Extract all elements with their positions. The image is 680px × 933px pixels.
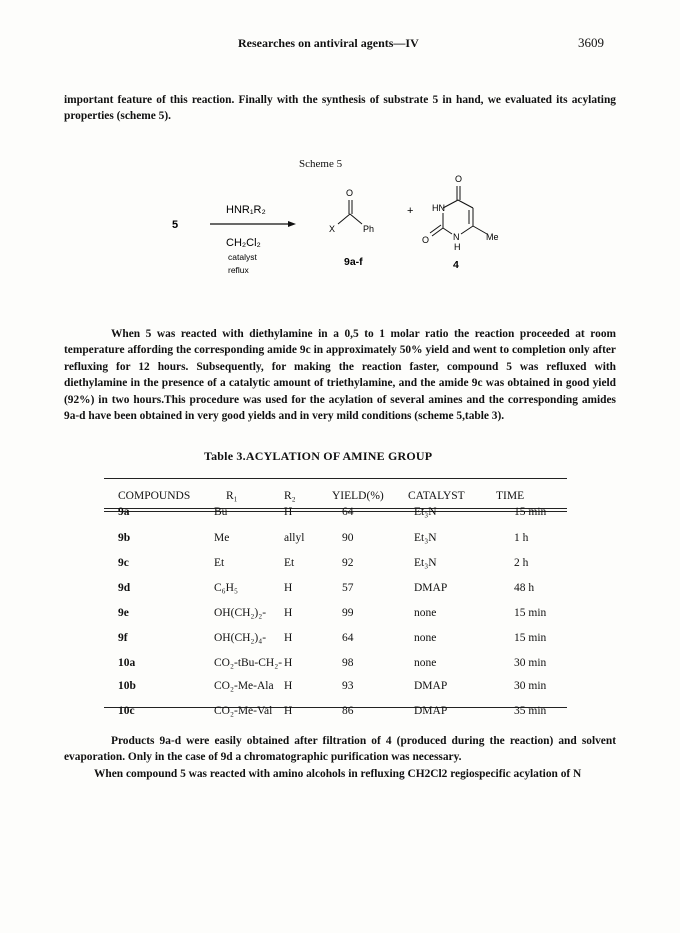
table-cell-r1: Me xyxy=(214,532,230,544)
table-cell-r2: H xyxy=(284,705,293,717)
paragraph-line: When compound 5 was reacted with amino alcohols in refluxing CH2Cl2 regiospecific acylation of N xyxy=(94,767,582,780)
table-cell-catalyst: DMAP xyxy=(414,705,448,717)
table-header-compound: COMPOUNDS xyxy=(118,490,191,502)
atom-o: O xyxy=(455,174,463,184)
table-cell-r1: C₆H₅ xyxy=(214,582,238,594)
table-cell-catalyst: none xyxy=(414,607,437,619)
table-cell-compound: 9d xyxy=(118,582,131,594)
scheme-title: Scheme 5 xyxy=(299,158,343,170)
table-cell-yield: 92 xyxy=(342,557,354,569)
reactant-label: 5 xyxy=(172,219,179,231)
table-cell-r2: H xyxy=(284,657,293,669)
table-cell-time: 30 min xyxy=(514,680,547,692)
table-cell-time: 15 min xyxy=(514,506,547,518)
product2-label: 4 xyxy=(453,259,459,271)
paragraph-line: 9a-d have been obtained in very good yields and in very mild conditions (scheme 5,table 3). xyxy=(64,410,505,423)
table-header-r2: R₂ xyxy=(284,490,296,502)
atom-ph: Ph xyxy=(363,224,375,234)
table-cell-catalyst: Et₃N xyxy=(414,557,437,569)
paragraph-line: diethylamine in the presence of a catalytic amount of triethylamine, and the amide 9c was obtained in good yield xyxy=(64,377,616,390)
table-cell-r1: CO₂-tBu-CH₂- xyxy=(214,657,283,669)
table-cell-compound: 9a xyxy=(118,506,130,518)
table-cell-r1: Bu xyxy=(214,506,228,518)
table-cell-compound: 9b xyxy=(118,532,131,544)
reagent-solvent: CH₂Cl₂ xyxy=(226,237,261,249)
table-cell-compound: 10b xyxy=(118,680,136,692)
atom-me: Me xyxy=(486,232,499,242)
table-cell-yield: 93 xyxy=(342,680,354,692)
arrow-head xyxy=(288,221,296,227)
paragraph-line: Products 9a-d were easily obtained after filtration of 4 (produced during the reaction) and solvent xyxy=(111,735,616,747)
paragraph-line: properties (scheme 5). xyxy=(64,110,172,123)
table-cell-time: 30 min xyxy=(514,657,547,669)
table-cell-yield: 64 xyxy=(342,632,354,644)
atom-h: H xyxy=(454,242,461,252)
table-cell-compound: 10c xyxy=(118,705,135,717)
table-cell-r1: CO₂-Me-Ala xyxy=(214,680,274,692)
table-cell-r2: H xyxy=(284,582,293,594)
atom-hn: HN xyxy=(432,203,445,213)
table-cell-yield: 64 xyxy=(342,506,354,518)
table-cell-yield: 99 xyxy=(342,607,354,619)
table-cell-time: 35 min xyxy=(514,705,547,717)
table-cell-compound: 9c xyxy=(118,557,129,569)
plus-sign: + xyxy=(407,205,414,217)
reagent-condition: reflux xyxy=(228,265,249,275)
table-cell-r2: Et xyxy=(284,557,295,569)
running-header xyxy=(0,33,680,53)
table-caption: Table 3.ACYLATION OF AMINE GROUP xyxy=(204,449,433,463)
table-cell-catalyst: none xyxy=(414,657,437,669)
table-header-yield: YIELD(%) xyxy=(332,490,384,502)
paragraph-intro xyxy=(64,92,616,125)
acylation-table xyxy=(104,478,567,717)
product-uracil-structure xyxy=(422,174,499,252)
table-cell-compound: 9f xyxy=(118,632,128,644)
product-amide-structure xyxy=(329,188,374,234)
table-cell-yield: 57 xyxy=(342,582,354,594)
paragraph-line: When 5 was reacted with diethylamine in a 0,5 to 1 molar ratio the reaction proceeded at room xyxy=(111,328,616,340)
table-header-r1: R₁ xyxy=(226,490,238,502)
atom-o: O xyxy=(346,188,354,198)
table-cell-catalyst: DMAP xyxy=(414,582,448,594)
paragraph-results xyxy=(64,326,616,424)
table-cell-yield: 90 xyxy=(342,532,354,544)
table-cell-catalyst: Et₃N xyxy=(414,532,437,544)
atom-x: X xyxy=(329,224,336,234)
table-cell-yield: 98 xyxy=(342,657,354,669)
table-cell-compound: 9e xyxy=(118,607,129,619)
table-cell-r1: CO₂-Me-Val xyxy=(214,705,273,717)
paragraph-line: temperature affording the corresponding amide 9c in approximately 50% yield and went to completion only after xyxy=(64,344,616,357)
paragraph-products xyxy=(64,733,616,782)
table-cell-catalyst: none xyxy=(414,632,437,644)
reaction-scheme xyxy=(160,168,540,286)
table-cell-time: 15 min xyxy=(514,607,547,619)
table-cell-yield: 86 xyxy=(342,705,354,717)
table-cell-catalyst: DMAP xyxy=(414,680,448,692)
paragraph-line: (92%) in two hours.This procedure was used for the acylation of several amines and the corresponding amides xyxy=(64,393,616,406)
reagent-catalyst: catalyst xyxy=(228,252,257,262)
table-cell-time: 2 h xyxy=(514,557,529,569)
atom-o-2: O xyxy=(422,235,430,245)
table-cell-r2: H xyxy=(284,607,293,619)
running-title: Researches on antiviral agents—IV xyxy=(238,36,419,50)
page-number: 3609 xyxy=(578,35,604,50)
table-cell-catalyst: Et₃N xyxy=(414,506,437,518)
paragraph-line: refluxing for 12 hours. Subsequently, for making the reaction faster, compound 5 was refluxed with xyxy=(64,360,616,373)
table-cell-r2: allyl xyxy=(284,532,305,544)
table-cell-compound: 10a xyxy=(118,657,136,669)
paragraph-line: important feature of this reaction. Finally with the synthesis of substrate 5 in hand, we evaluated its acylating xyxy=(64,94,616,106)
table-header-catalyst: CATALYST xyxy=(408,490,465,502)
table-cell-r1: OH(CH₂)₂- xyxy=(214,607,267,619)
product1-label: 9a-f xyxy=(344,256,363,268)
table-cell-r2: H xyxy=(284,632,293,644)
atom-n: N xyxy=(453,232,460,242)
table-cell-time: 48 h xyxy=(514,582,535,594)
reagent-amine: HNR₁R₂ xyxy=(226,204,266,216)
table-cell-time: 1 h xyxy=(514,532,529,544)
table-cell-time: 15 min xyxy=(514,632,547,644)
table-cell-r2: H xyxy=(284,680,293,692)
table-cell-r1: OH(CH₂)₄- xyxy=(214,632,267,644)
table-header-time: TIME xyxy=(496,490,525,502)
paragraph-line: evaporation. Only in the case of 9d a chromatographic purification was necessary. xyxy=(64,751,462,764)
table-cell-r2: H xyxy=(284,506,293,518)
table-cell-r1: Et xyxy=(214,557,225,569)
